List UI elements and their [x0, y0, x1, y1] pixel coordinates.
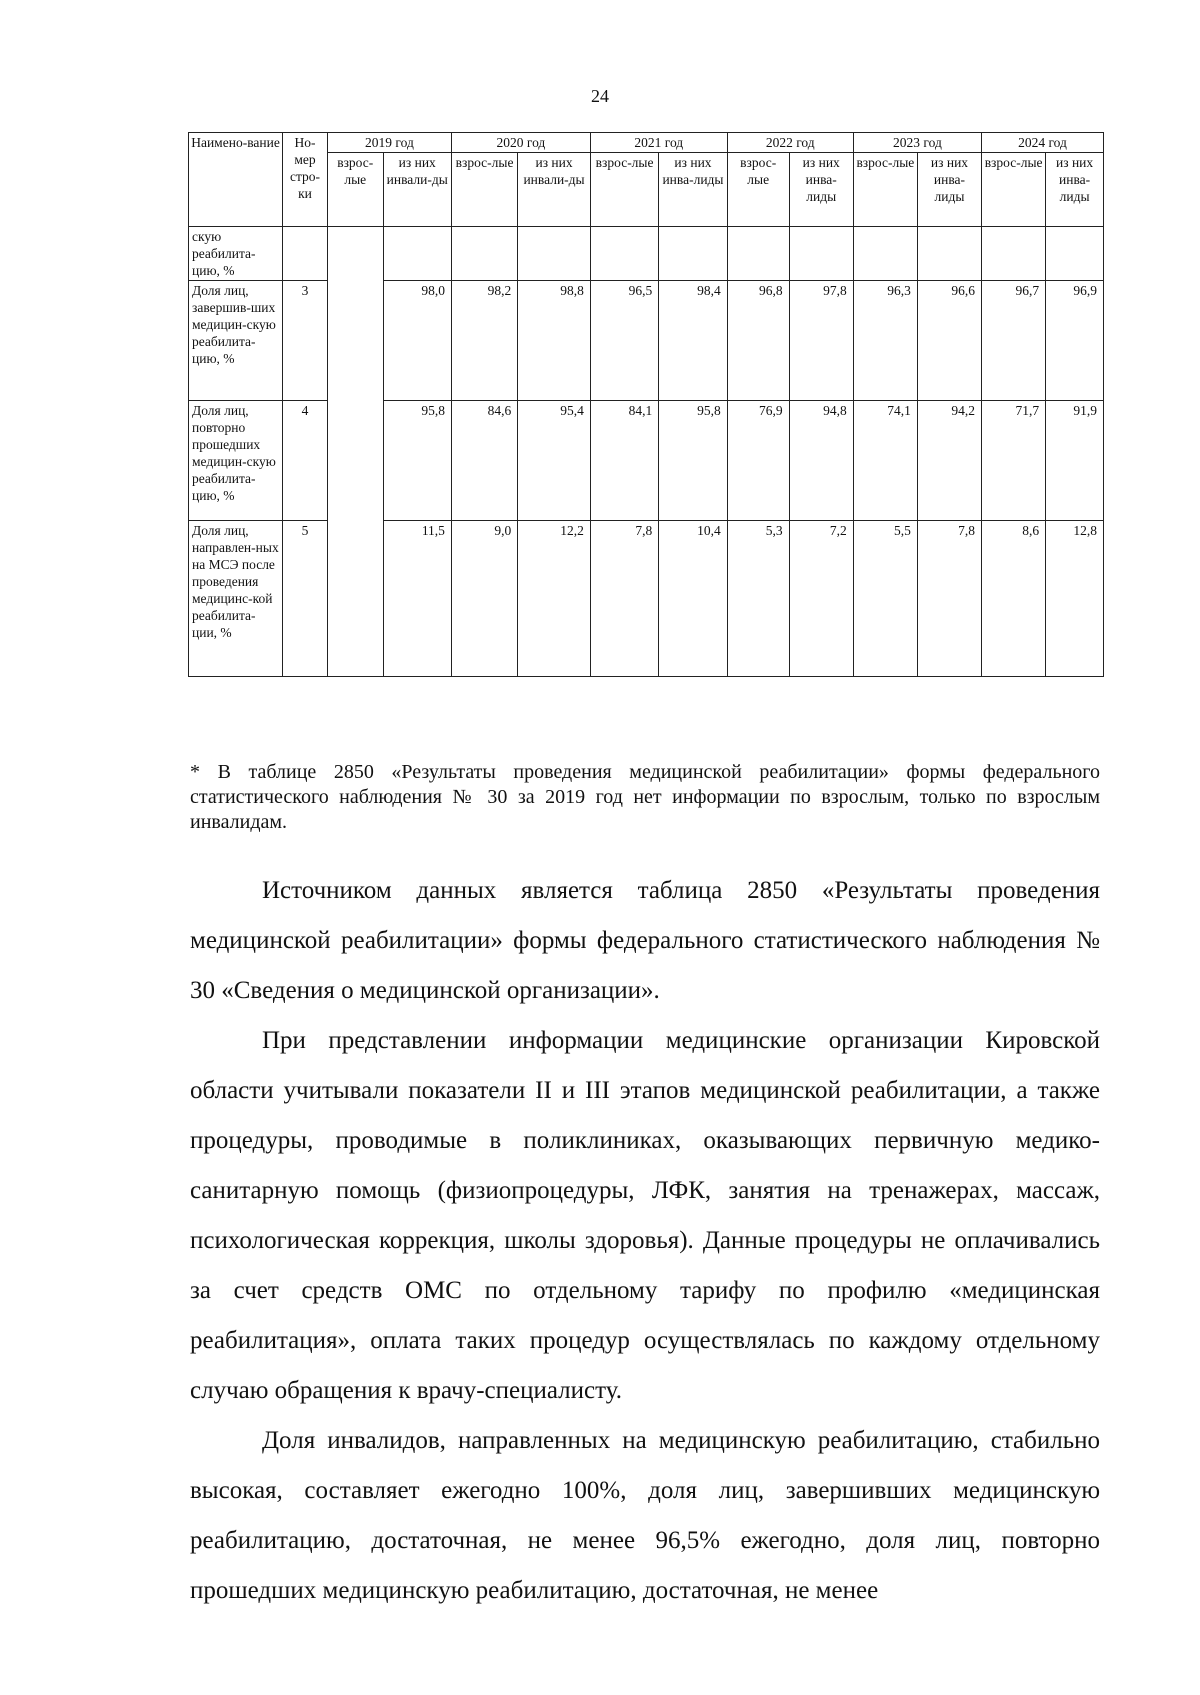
table-cell: 5,3 [727, 521, 789, 677]
header-year-2022: 2022 год [727, 133, 853, 153]
table-row [189, 401, 1104, 521]
table-cell: 9,0 [451, 521, 517, 677]
table-cell: 7,8 [917, 521, 981, 677]
table-cell: 96,7 [982, 281, 1046, 401]
page-number: 24 [591, 86, 609, 106]
header-name: Наимено-вание [189, 133, 283, 227]
table-cell: 96,9 [1046, 281, 1104, 401]
table-cell [917, 227, 981, 281]
table-cell: 76,9 [727, 401, 789, 521]
table-cell: 91,9 [1046, 401, 1104, 521]
subheader-adults: взрос-лые [327, 153, 383, 227]
row-number: 3 [283, 281, 328, 401]
paragraph: Источником данных является таблица 2850 «Результаты проведения медицинской реабилитации» формы федерального статистического наблюдения № 30 «Сведения о медицинской организации». [190, 877, 1100, 1004]
table-cell: 84,1 [590, 401, 658, 521]
table-cell: 98,8 [518, 281, 591, 401]
header-year-2021: 2021 год [590, 133, 727, 153]
subheader-disabled: из них инвали-ды [383, 153, 451, 227]
table-cell: 7,8 [590, 521, 658, 677]
table-cell [789, 227, 853, 281]
row-name: скую реабилита-цию, % [189, 227, 283, 281]
paragraph: При представлении информации медицинские организации Кировской области учитывали показатели II и III этапов медицинской реабилитации, а также процедуры, проводимые в поликлиниках, оказывающих первичную медико-санитарную помощь (физиопроцедуры, ЛФК, занятия на тренажерах, массаж, психологическая коррекция, школы здоровья). Данные процедуры не оплачивались за счет средств ОМС по отдельному тарифу по профилю «медицинская реабилитация», оплата таких процедур осуществлялась по каждому отдельному случаю обращения к врачу-специалисту. [190, 1027, 1100, 1404]
table-cell: 12,2 [518, 521, 591, 677]
table-cell: 5,5 [853, 521, 917, 677]
table-cell [659, 227, 727, 281]
subheader-adults: взрос-лые [590, 153, 658, 227]
table-cell [451, 227, 517, 281]
body-text [190, 866, 1100, 1616]
subheader-adults: взрос-лые [727, 153, 789, 227]
table-cell: 96,3 [853, 281, 917, 401]
table-cell: 95,8 [383, 401, 451, 521]
table-cell [853, 227, 917, 281]
header-year-2019: 2019 год [327, 133, 451, 153]
table-cell [518, 227, 591, 281]
table-cell: 12,8 [1046, 521, 1104, 677]
row-number: 5 [283, 521, 328, 677]
row-name: Доля лиц, направлен-ных на МСЭ после проведения медицинс-кой реабилита-ции, % [189, 521, 283, 677]
table-cell [327, 401, 383, 521]
subheader-disabled: из них инва-лиды [917, 153, 981, 227]
table-cell: 96,5 [590, 281, 658, 401]
header-year-2024: 2024 год [982, 133, 1104, 153]
header-row-number: Но-мер стро-ки [283, 133, 328, 227]
table-cell [383, 227, 451, 281]
subheader-adults: взрос-лые [982, 153, 1046, 227]
table-cell [327, 281, 383, 401]
table-header-row [189, 133, 1104, 153]
header-year-2020: 2020 год [451, 133, 590, 153]
row-number: 4 [283, 401, 328, 521]
table-cell: 11,5 [383, 521, 451, 677]
table-cell: 8,6 [982, 521, 1046, 677]
row-name: Доля лиц, повторно прошедших медицин-скую реабилита-цию, % [189, 401, 283, 521]
table-cell: 71,7 [982, 401, 1046, 521]
table-cell: 96,6 [917, 281, 981, 401]
header-year-2023: 2023 год [853, 133, 981, 153]
table-cell: 10,4 [659, 521, 727, 677]
table-cell: 7,2 [789, 521, 853, 677]
table-cell [727, 227, 789, 281]
table-cell: 97,8 [789, 281, 853, 401]
subheader-disabled: из них инва-лиды [789, 153, 853, 227]
row-number [283, 227, 328, 281]
table-cell [1046, 227, 1104, 281]
subheader-adults: взрос-лые [451, 153, 517, 227]
subheader-adults: взрос-лые [853, 153, 917, 227]
table-cell: 98,2 [451, 281, 517, 401]
subheader-disabled: из них инвали-ды [518, 153, 591, 227]
table-cell: 95,8 [659, 401, 727, 521]
table-cell [982, 227, 1046, 281]
subheader-disabled: из них инва-лиды [1046, 153, 1104, 227]
table-cell [327, 227, 383, 281]
table-cell: 94,2 [917, 401, 981, 521]
table-cell: 95,4 [518, 401, 591, 521]
rehabilitation-table [188, 132, 1104, 677]
table-cell: 74,1 [853, 401, 917, 521]
table-cell: 94,8 [789, 401, 853, 521]
subheader-disabled: из них инва-лиды [659, 153, 727, 227]
paragraph: Доля инвалидов, направленных на медицинскую реабилитацию, стабильно высокая, составляет ежегодно 100%, доля лиц, завершивших медицинскую реабилитацию, достаточная, не менее 96,5% ежегодно, доля лиц, повторно прошедших медицинскую реабилитацию, достаточная, не менее [190, 1427, 1100, 1604]
row-name: Доля лиц, завершив-ших медицин-скую реабилита-цию, % [189, 281, 283, 401]
table-row [189, 227, 1104, 281]
table-cell [327, 521, 383, 677]
table-row [189, 521, 1104, 677]
table-footnote: * В таблице 2850 «Результаты проведения медицинской реабилитации» формы федерального статистического наблюдения № 30 за 2019 год нет информации по взрослым, только по взрослым инвалидам. [190, 761, 1100, 833]
table-cell: 96,8 [727, 281, 789, 401]
table-cell: 98,0 [383, 281, 451, 401]
table-cell: 84,6 [451, 401, 517, 521]
table-cell [590, 227, 658, 281]
table-cell: 98,4 [659, 281, 727, 401]
table-row [189, 281, 1104, 401]
